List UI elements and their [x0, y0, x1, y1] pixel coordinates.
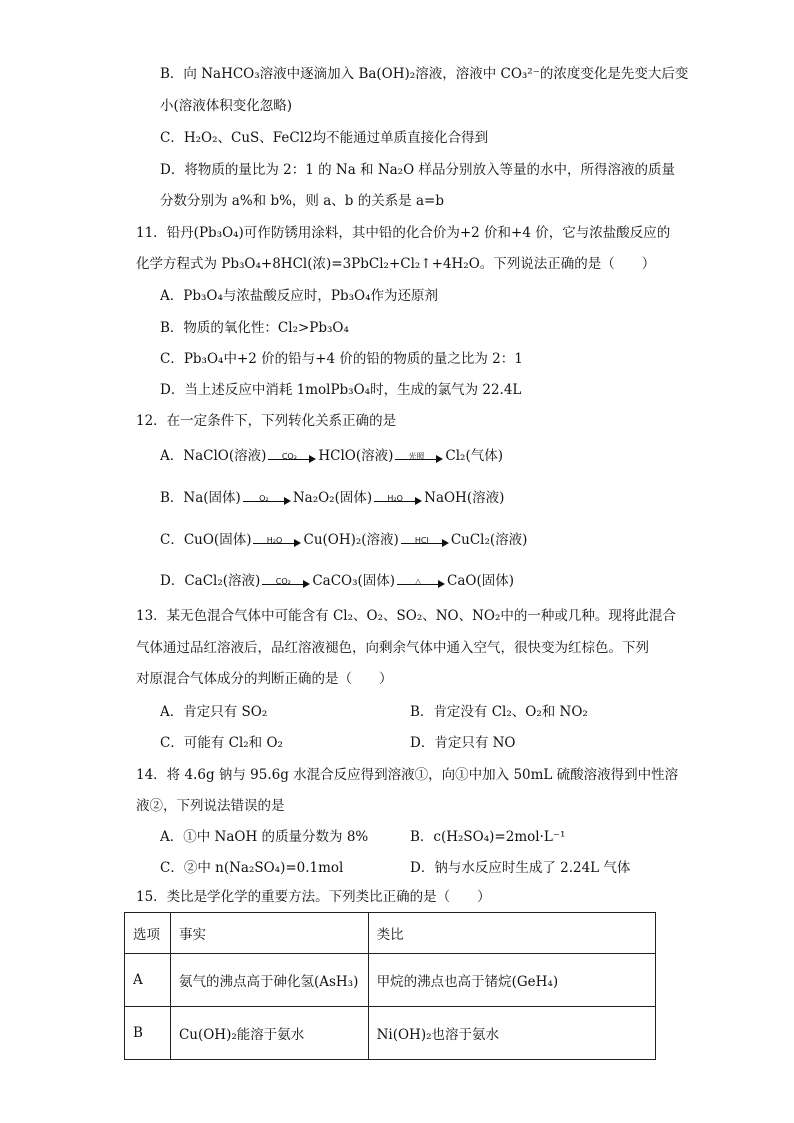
q12-option-a — [160, 446, 503, 466]
table-cell: B — [125, 1007, 171, 1060]
q12-b-intermediate: Na₂O₂(固体) — [292, 490, 373, 506]
table-header-row — [125, 913, 656, 954]
q12-d-intermediate: CaCO₃(固体) — [312, 573, 396, 589]
q14-option-d: D．钠与水反应时生成了 2.24L 气体 — [410, 860, 631, 876]
q12-d-arrow1 — [262, 575, 310, 589]
q13-option-c: C．可能有 Cl₂和 O₂ — [160, 735, 283, 751]
q13-stem-line3: 对原混合气体成分的判断正确的是（ ） — [136, 671, 393, 687]
table-row — [125, 1007, 656, 1060]
q14-option-a: A．①中 NaOH 的质量分数为 8% — [160, 829, 369, 845]
q14-option-c: C．②中 n(Na₂SO₄)=0.1mol — [160, 860, 344, 876]
q10-option-d-line2: 分数分别为 a%和 b%，则 a、b 的关系是 a=b — [160, 193, 444, 209]
q12-c-reactant: CuO(固体) — [183, 532, 252, 548]
q11-option-b: B．物质的氧化性：Cl₂>Pb₃O₄ — [160, 320, 349, 336]
q12-a-intermediate: HClO(溶液) — [318, 448, 394, 464]
q13-option-a: A．肯定只有 SO₂ — [160, 704, 268, 720]
q12-d-condition2: △ — [414, 576, 422, 586]
q11-option-a: A．Pb₃O₄与浓盐酸反应时，Pb₃O₄作为还原剂 — [160, 288, 438, 304]
q10-option-d-line1: D．将物质的量比为 2：1 的 Na 和 Na₂O 样品分别放入等量的水中，所得溶液的质量 — [160, 162, 675, 178]
q12-c-intermediate: Cu(OH)₂(溶液) — [303, 532, 399, 548]
table-cell: Cu(OH)₂能溶于氨水 — [170, 1007, 368, 1060]
q14-option-b: B．c(H₂SO₄)=2mol·L⁻¹ — [410, 829, 566, 845]
q12-a-reactant: NaClO(溶液) — [183, 448, 267, 464]
q12-a-arrow1 — [268, 450, 316, 464]
q12-d-arrow2 — [397, 575, 445, 589]
q14-stem-line1: 14．将 4.6g 钠与 95.6g 水混合反应得到溶液①，向①中加入 50mL 硫酸溶液得到中性溶 — [136, 767, 679, 783]
q12-a-product: Cl₂(气体) — [445, 448, 503, 464]
q12-b-arrow1 — [243, 492, 291, 506]
table-cell: Ni(OH)₂也溶于氨水 — [368, 1007, 655, 1060]
q12-d-label: D． — [160, 573, 185, 589]
q11-option-d: D．当上述反应中消耗 1molPb₃O₄时，生成的氯气为 22.4L — [160, 382, 522, 398]
q12-d-product: CaO(固体) — [447, 573, 515, 589]
q12-b-condition1: O₂ — [259, 493, 269, 503]
q12-b-label: B． — [160, 490, 184, 506]
table-header-cell: 选项 — [125, 913, 171, 954]
q13-stem-line1: 13．某无色混合气体中可能含有 Cl₂、O₂、SO₂、NO、NO₂中的一种或几种。现将此混合 — [136, 608, 676, 624]
table-cell: 甲烷的沸点也高于锗烷(GeH₄) — [368, 954, 655, 1007]
q12-c-arrow1 — [253, 534, 301, 548]
q12-a-condition2: 光照 — [408, 451, 425, 461]
q12-c-condition1: H₂O — [266, 535, 283, 545]
table-cell: 氨气的沸点高于砷化氢(AsH₃) — [170, 954, 368, 1007]
q10-option-b-line2: 小(溶液体积变化忽略) — [160, 98, 293, 114]
q12-a-label: A． — [160, 448, 184, 464]
q13-option-d: D．肯定只有 NO — [410, 735, 516, 751]
q12-b-reactant: Na(固体) — [183, 490, 241, 506]
q14-stem-line2: 液②，下列说法错误的是 — [136, 798, 285, 814]
q12-c-arrow2 — [401, 534, 449, 548]
table-header-cell: 类比 — [368, 913, 655, 954]
q12-b-product: NaOH(溶液) — [424, 490, 505, 506]
q11-stem-line2: 化学方程式为 Pb₃O₄+8HCl(浓)=3PbCl₂+Cl₂↑+4H₂O。下列说法正确的是（ ） — [136, 256, 656, 272]
q13-option-b: B．肯定没有 Cl₂、O₂和 NO₂ — [410, 704, 588, 720]
q12-d-reactant: CaCl₂(溶液) — [184, 573, 261, 589]
q12-d-condition1: CO₂ — [275, 576, 291, 586]
q12-c-label: C． — [160, 532, 184, 548]
table-cell: A — [125, 954, 171, 1007]
q11-stem-line1: 11．铅丹(Pb₃O₄)可作防锈用涂料，其中铅的化合价为+2 价和+4 价，它与浓盐酸反应的 — [136, 225, 671, 241]
q10-option-c: C．H₂O₂、CuS、FeCl2均不能通过单质直接化合得到 — [160, 130, 489, 146]
q12-option-b — [160, 488, 504, 508]
table-header-cell: 事实 — [170, 913, 368, 954]
q12-stem: 12．在一定条件下，下列转化关系正确的是 — [136, 413, 397, 429]
q15-stem: 15．类比是学化学的重要方法。下列类比正确的是（ ） — [136, 889, 491, 905]
q12-b-condition2: H₂O — [387, 493, 403, 503]
q12-c-product: CuCl₂(溶液) — [450, 532, 528, 548]
q12-b-arrow2 — [374, 492, 422, 506]
q10-option-b-line1: B．向 NaHCO₃溶液中逐滴加入 Ba(OH)₂溶液，溶液中 CO₃²⁻的浓度变化是先变大后变 — [160, 66, 689, 82]
q13-stem-line2: 气体通过品红溶液后，品红溶液褪色，向剩余气体中通入空气，很快变为红棕色。下列 — [136, 640, 649, 656]
q12-option-c — [160, 530, 527, 550]
q15-options-table — [124, 912, 656, 1060]
q12-a-arrow2 — [395, 450, 443, 464]
table-row — [125, 954, 656, 1007]
q12-option-d — [160, 571, 514, 591]
q11-option-c: C．Pb₃O₄中+2 价的铅与+4 价的铅的物质的量之比为 2：1 — [160, 351, 523, 367]
q12-a-condition1: CO₂ — [281, 451, 297, 461]
q12-c-condition2: HCl — [414, 535, 429, 545]
